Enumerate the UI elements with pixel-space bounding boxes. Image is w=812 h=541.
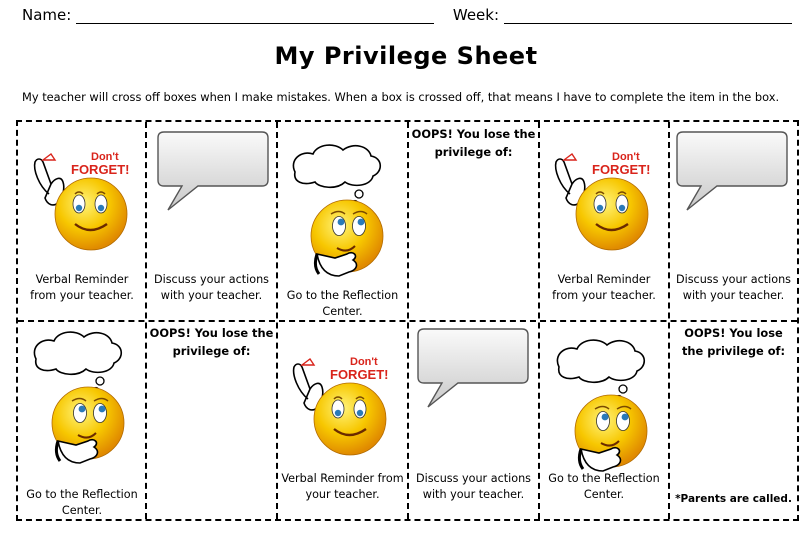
page-title: My Privilege Sheet <box>274 42 538 70</box>
cell-discuss-actions[interactable] <box>408 321 539 519</box>
cell-caption: Verbal Reminder from your teacher. <box>281 472 404 501</box>
oops-text: OOPS! You lose the privilege of: <box>681 326 786 358</box>
badge-line1: Don't <box>350 356 378 368</box>
speech-bubble-icon <box>418 327 530 412</box>
parents-called-note: *Parents are called. <box>675 493 792 505</box>
privilege-grid <box>16 120 799 521</box>
cell-caption: Go to the Reflection Center. <box>548 472 660 501</box>
badge-line1: Don't <box>612 151 640 163</box>
cell-reflection-center[interactable] <box>539 321 669 519</box>
week-label: Week: <box>452 6 500 24</box>
cell-caption: Discuss your actions with your teacher. <box>416 472 531 501</box>
instructions-text: My teacher will cross off boxes when I make mistakes. When a box is crossed off, that means I have to complete the item in the box. <box>22 90 780 104</box>
cell-verbal-reminder[interactable] <box>277 321 408 519</box>
cell-caption: Verbal Reminder from your teacher. <box>30 273 134 302</box>
thinking-smiley-icon <box>287 142 387 282</box>
badge-line2: FORGET! <box>592 162 651 177</box>
week-field[interactable] <box>504 9 792 24</box>
cell-verbal-reminder[interactable] <box>18 122 146 321</box>
name-field[interactable] <box>76 9 434 24</box>
dont-forget-smiley-icon <box>23 132 143 257</box>
cell-caption: Go to the Reflection Center. <box>26 488 138 517</box>
cell-lose-privilege[interactable] <box>408 122 539 321</box>
cell-discuss-actions[interactable] <box>146 122 277 321</box>
cell-discuss-actions[interactable] <box>669 122 798 321</box>
cell-reflection-center[interactable] <box>277 122 408 321</box>
cell-lose-privilege[interactable] <box>146 321 277 519</box>
cell-caption: Go to the Reflection Center. <box>286 289 399 318</box>
oops-text: OOPS! You lose the privilege of: <box>149 326 274 358</box>
speech-bubble-icon <box>677 130 789 215</box>
cell-reflection-center[interactable] <box>18 321 146 519</box>
speech-bubble-icon <box>158 130 270 215</box>
dont-forget-smiley-icon <box>544 132 664 257</box>
cell-caption: Verbal Reminder from your teacher. <box>552 273 656 302</box>
badge-line2: FORGET! <box>330 367 389 382</box>
cell-lose-privilege[interactable] <box>669 321 798 519</box>
thinking-smiley-icon <box>28 329 128 469</box>
oops-text: OOPS! You lose the privilege of: <box>411 127 536 159</box>
dont-forget-smiley-icon <box>282 337 402 462</box>
badge-line2: FORGET! <box>71 162 130 177</box>
cell-caption: Discuss your actions with your teacher. <box>154 273 269 302</box>
thinking-smiley-icon <box>551 337 651 477</box>
name-label: Name: <box>22 6 72 24</box>
name-week-row <box>22 6 792 24</box>
cell-caption: Discuss your actions with your teacher. <box>676 273 791 302</box>
cell-verbal-reminder[interactable] <box>539 122 669 321</box>
badge-line1: Don't <box>91 151 119 163</box>
